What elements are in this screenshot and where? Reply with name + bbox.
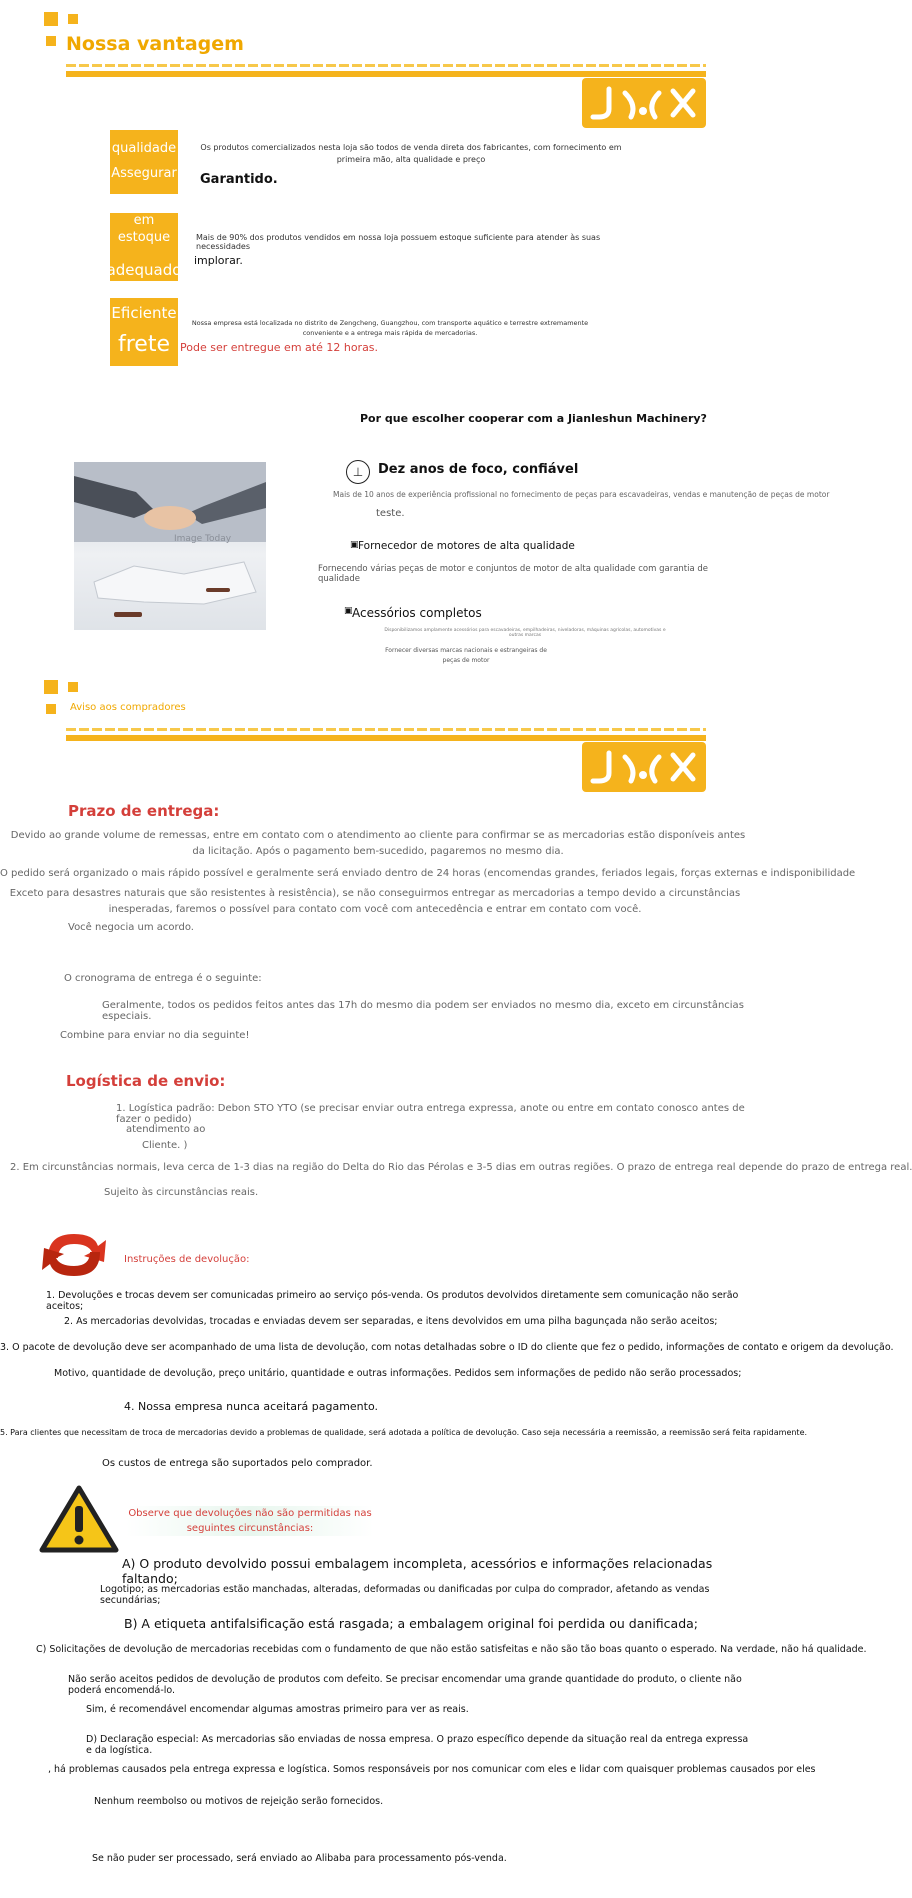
schedule-intro: O cronograma de entrega é o seguinte: <box>64 973 262 984</box>
divider-bar <box>66 735 706 741</box>
logistics-line-1: 1. Logística padrão: Debon STO YTO (se precisar enviar outra entrega expressa, anote ou entre em contato conosco antes de fazer o pedido) <box>116 1103 745 1125</box>
return-arrows-icon <box>34 1228 114 1282</box>
tile-bottom-label: Assegurar <box>111 166 177 181</box>
delivery-line-3: Exceto para desastres naturais que são resistentes à resistência), se não conseguirmos entregar as mercadorias a tempo devido a circunstâncias inesperadas, faremos o possível para contato com você com antecedência e entrar em contato com você. <box>9 888 741 915</box>
why-point-3-title: Acessórios completos <box>352 606 482 620</box>
divider-stripe <box>66 64 706 67</box>
header-square-large <box>44 12 58 26</box>
advantage-desc-2: Mais de 90% dos produtos vendidos em nossa loja possuem estoque suficiente para atender às suas necessidades <box>196 233 601 251</box>
header-square-small-2 <box>46 36 56 46</box>
why-point-3-desc: Fornecer diversas marcas nacionais e estrangeiras de peças de motor <box>385 647 547 665</box>
advantage-desc-1: Os produtos comercializados nesta loja são todos de venda direta dos fabricantes, com fornecimento em primeira mão, alta qualidade e preço <box>200 143 622 164</box>
handshake-image <box>74 462 266 630</box>
advantage-tile-stock <box>106 213 182 281</box>
tile-bottom-label: adequado <box>106 261 182 280</box>
image-caption: Image Today <box>174 534 232 544</box>
header-square-small-2 <box>46 704 56 714</box>
tile-top-label: em estoque <box>117 213 171 246</box>
why-point-1-desc: Mais de 10 anos de experiência profissional no fornecimento de peças para escavadeiras, vendas e manutenção de peças de motor <box>333 490 830 499</box>
why-point-2-title: Fornecedor de motores de alta qualidade <box>358 540 575 552</box>
tile-bottom-label: frete <box>117 332 170 358</box>
warning-b: B) A etiqueta antifalsificação está rasgada; a embalagem original foi perdida ou danificada; <box>124 1616 699 1631</box>
returns-line-7: Os custos de entrega são suportados pelo comprador. <box>102 1458 373 1469</box>
handshake-image-art <box>74 462 266 630</box>
return-arrows-art <box>34 1228 114 1282</box>
divider-stripe <box>66 728 706 731</box>
why-point-2-desc: Fornecendo várias peças de motor e conjuntos de motor de alta qualidade com garantia de qualidade <box>318 564 709 584</box>
returns-line-1: 1. Devoluções e trocas devem ser comunicadas primeiro ao serviço pós-venda. Os produtos devolvidos diretamente sem comunicação não serão aceitos; <box>46 1290 739 1312</box>
why-point-3-desc-small: Disponibilizamos amplamente acessórios para escavadeiras, empilhadeiras, niveladoras, máquinas agrícolas, automotivas e outras marcas <box>384 628 666 638</box>
accessories-icon: ▣ <box>344 606 353 616</box>
warning-d: D) Declaração especial: As mercadorias são enviadas de nossa empresa. O prazo específico depende da situação real da entrega expressa e da logística. <box>86 1734 749 1756</box>
tile-top-label: Eficiente <box>111 303 177 322</box>
advantage-highlight-2: implorar. <box>194 254 243 267</box>
warning-c3: Sim, é recomendável encomendar algumas amostras primeiro para ver as reais. <box>86 1704 469 1715</box>
delivery-line-1: Devido ao grande volume de remessas, entre em contato com o atendimento ao cliente para confirmar se as mercadorias estão disponíveis antes da licitação. Após o pagamento bem-sucedido, pagaremos no mesmo dia. <box>10 830 746 857</box>
returns-line-5: 4. Nossa empresa nunca aceitará pagamento. <box>124 1400 379 1413</box>
delivery-heading: Prazo de entrega: <box>68 802 220 820</box>
header-square-large <box>44 680 58 694</box>
advantage-desc-3: Nossa empresa está localizada no distrito de Zengcheng, Guangzhou, com transporte aquático e terrestre extremamente conveniente e a entrega mais rápida de mercadorias. <box>191 319 589 338</box>
engine-icon: ▣ <box>350 540 359 550</box>
warning-d3: Nenhum reembolso ou motivos de rejeição serão fornecidos. <box>94 1796 384 1807</box>
tile-top-label: qualidade <box>111 141 177 157</box>
warning-d2: , há problemas causados pela entrega expressa e logística. Somos responsáveis por nos comunicar com eles e lidar com quaisquer problemas causados por eles <box>48 1764 816 1775</box>
advantage-tile-shipping <box>110 298 178 366</box>
schedule-tail: Combine para enviar no dia seguinte! <box>60 1030 250 1041</box>
advantage-highlight-1: Garantido. <box>200 172 278 187</box>
section-title-notice: Aviso aos compradores <box>70 702 186 713</box>
logistics-line-3: Sujeito às circunstâncias reais. <box>104 1187 259 1198</box>
warning-heading: Observe que devoluções não são permitidas nas seguintes circunstâncias: <box>126 1506 374 1536</box>
why-point-1-tail: teste. <box>376 508 405 519</box>
delivery-line-4: Você negocia um acordo. <box>68 922 194 933</box>
warning-a2: Logotipo; as mercadorias estão manchadas, alteradas, deformadas ou danificadas por culpa do comprador, afetando as vendas secundárias; <box>100 1584 710 1606</box>
divider-bar <box>66 71 706 77</box>
returns-line-2: 2. As mercadorias devolvidas, trocadas e enviadas devem ser separadas, e itens devolvidos em uma pilha bagunçada não serão aceitos; <box>64 1316 718 1327</box>
advantage-tile-quality <box>110 130 178 194</box>
logistics-line-2: 2. Em circunstâncias normais, leva cerca de 1-3 dias na região do Delta do Rio das Pérolas e 3-5 dias em outras regiões. O prazo de entrega real depende do prazo de entrega real. <box>10 1162 912 1173</box>
logistics-line-1b: atendimento ao <box>126 1124 206 1135</box>
why-point-1-title: Dez anos de foco, confiável <box>378 462 579 477</box>
warning-icon <box>38 1484 120 1554</box>
logistics-heading: Logística de envio: <box>66 1072 226 1090</box>
focus-icon: ⊥ <box>346 460 370 484</box>
returns-heading: Instruções de devolução: <box>124 1254 250 1265</box>
brand-logo-icon <box>589 747 699 787</box>
returns-line-4: Motivo, quantidade de devolução, preço unitário, quantidade e outras informações. Pedidos sem informações de pedido não serão processados; <box>54 1368 742 1379</box>
warning-a: A) O produto devolvido possui embalagem incompleta, acessórios e informações relacionadas faltando; <box>122 1556 713 1586</box>
warning-c: C) Solicitações de devolução de mercadorias recebidas com o fundamento de que não estão satisfeitas e não são tão boas quanto o esperado. Na verdade, não há qualidade. <box>36 1644 867 1655</box>
footer-note: Se não puder ser processado, será enviado ao Alibaba para processamento pós-venda. <box>92 1853 507 1864</box>
returns-line-3: 3. O pacote de devolução deve ser acompanhado de uma lista de devolução, com notas detalhadas sobre o ID do cliente que fez o pedido, informações de contato e origem da devolução. <box>0 1342 894 1353</box>
header-square-small <box>68 14 78 24</box>
header-square-small <box>68 682 78 692</box>
brand-logo <box>582 742 706 792</box>
brand-logo-icon <box>589 83 699 123</box>
warning-triangle <box>38 1484 120 1554</box>
brand-logo <box>582 78 706 128</box>
advantage-highlight-3: Pode ser entregue em até 12 horas. <box>180 341 379 354</box>
warning-c2: Não serão aceitos pedidos de devolução de produtos com defeito. Se precisar encomendar uma grande quantidade do produto, o cliente não poderá encomendá-lo. <box>68 1674 742 1696</box>
logistics-line-1c: Cliente. ) <box>142 1140 188 1151</box>
section-title-advantage: Nossa vantagem <box>66 33 244 55</box>
delivery-line-2: O pedido será organizado o mais rápido possível e geralmente será enviado dentro de 24 horas (encomendas grandes, feriados legais, forças externas e indisponibilidade <box>0 868 856 879</box>
why-question: Por que escolher cooperar com a Jianleshun Machinery? <box>360 412 707 425</box>
returns-line-6: 5. Para clientes que necessitam de troca de mercadorias devido a problemas de qualidade, será adotada a política de devolução. Caso seja necessária a reemissão, a reemissão será feita rapidamente. <box>0 1428 808 1437</box>
schedule-line: Geralmente, todos os pedidos feitos antes das 17h do mesmo dia podem ser enviados no mesmo dia, exceto em circunstâncias especiais. <box>102 1000 744 1022</box>
